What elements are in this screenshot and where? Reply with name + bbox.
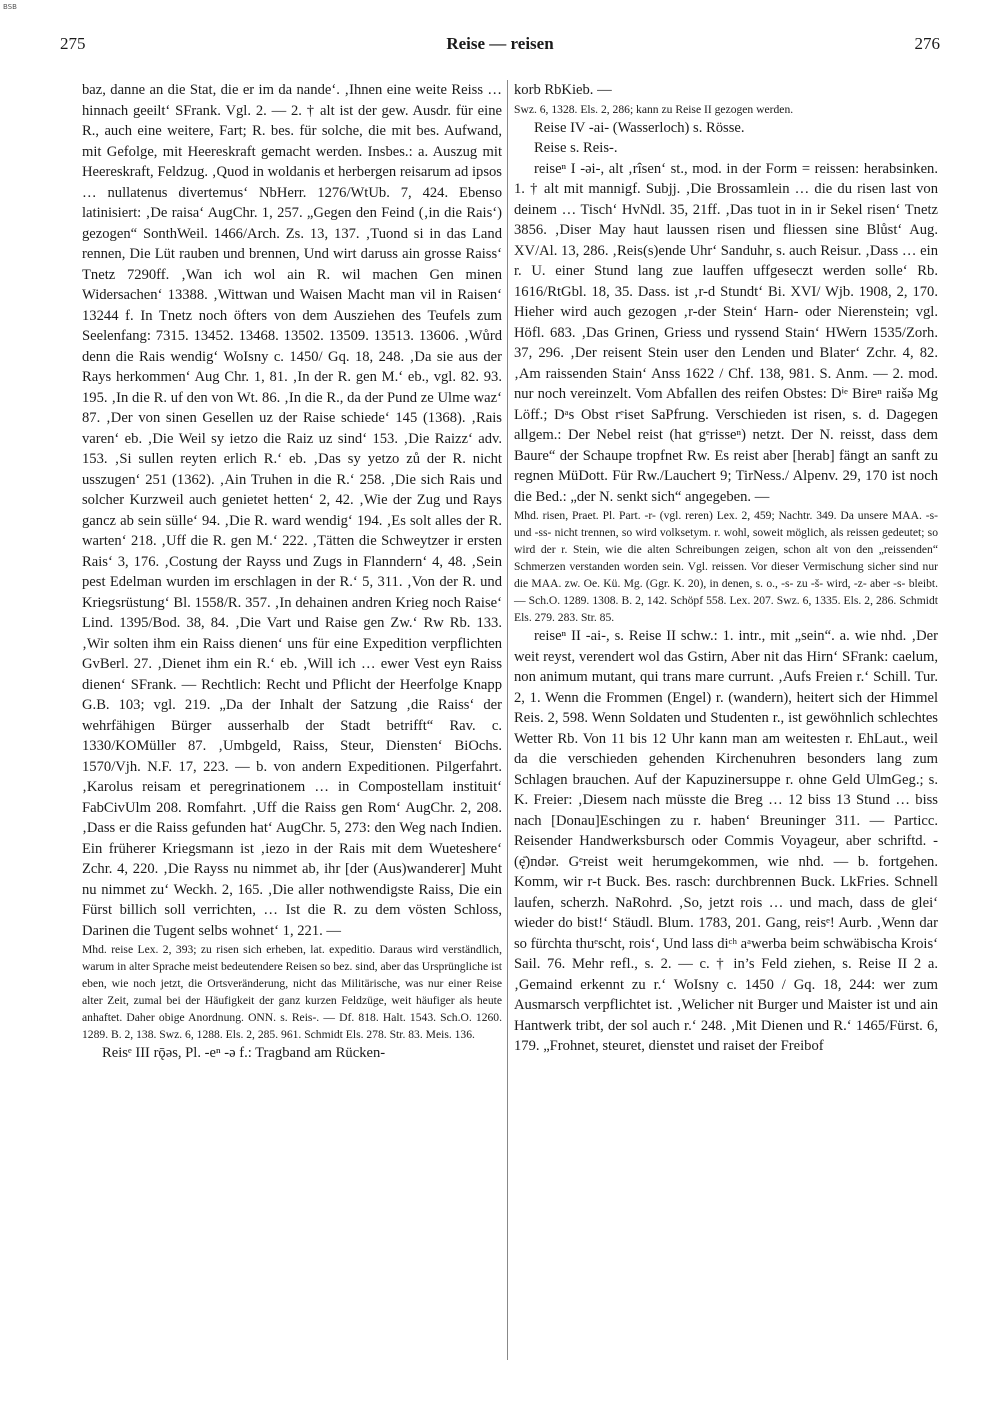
right-paragraph-note: Swz. 6, 1328. Els. 2, 286; kann zu Reise II gezogen werden. [514,102,794,116]
right-column [514,80,938,1057]
running-title: Reise — reisen [446,34,554,53]
left-column [82,80,502,1064]
right-paragraph-entry: Reise IV -ai- (Wasserloch) s. Rösse. [534,119,745,136]
left-paragraph: baz, danne an die Stat, die er im da nande‘. ‚Ihnen eine weite Reiss … hinnach geeilt‘ SFrank. Vgl. 2. — 2. † alt ist der gew. Ausdr. für eine R., auch eine weitere, Fart; R. bes. für solche, die mit bes. Aufwand, mit Gefolge, mit Heereskraft gemacht werden. Insbes.: a. Auszug mit Heereskraft, Feldzug. ‚Quod in woldanis et herbergen reisarum ad ipsos … nullatenus divertemus‘ NbHerr. 1276/WtUb. 7, 424. Ebenso latinisiert: ‚De raisa‘ AugChr. 1, 257. „Gegen den Feind (‚in die Rais‘) gezogen“ SonthWeil. 1466/Arch. Zs. 13, 137. ‚Tuond si in das Land rennen, Die Lüt rauben und brennen, Und wirt daruss ain grosse Raiss‘ Tnetz 7290ff. ‚Wan ich wol ain R. wil machen Gen minen Widersachen‘ 13388. ‚Wittwan und Waisen Macht man vil in Raisen‘ 13244 f. In Tnetz noch öfters von dem Ausziehen des Teufels zum Seelenfang: 7315. 13452. 13468. 13502. 13509. 13513. 13606. ‚Wůrd denn die Rais wendig‘ WoIsny c. 1450/ Gq. 18, 248. ‚Da sie aus der Rays herkommen‘ Aug Chr. 1, 81. ‚In der R. gen M.‘ eb., vgl. 82. 93. 195. ‚In die R. uf den von Wt. 86. ‚In die R., da der Pund ze Ulme waz‘ 87. ‚Der von sinen Gesellen uz der Raise schiede‘ 145 (1368). ‚Rais varen‘ eb. ‚Die Weil sy ietzo die Raiz uz sind‘ 153. ‚Die Raizz‘ adv. 153. ‚Si sullen reyten erlich R.‘ eb. ‚Das sy yetzo zů der R. nicht usszugen‘ 251 (1362). ‚Ain Truhen in die R.‘ 258. ‚Die sich Rais und solcher Kurzweil auch genietet hetten‘ 2, 42. ‚Wie der Zug und Rays gancz ab sein sülle‘ 94. ‚Die R. ward wendig‘ 194. ‚Es solt alles der R. warten‘ 218. ‚Uff die R. gen M.‘ 222. ‚Tätten die Schweytzer ir ersten Rais‘ 3, 176. ‚Costung der Rayss und Zugs in Flanndern‘ 4, 48. ‚Sein pest Edelman wurden im erschlagen in der R.‘ 5, 311. ‚Von der R. und Kriegsrüstung‘ Bl. 1558/R. 357. ‚In dehainen andren Krieg noch Raise‘ Lind. 1395/Bod. 38, 84. ‚Die Vart und Raise gen Zw.‘ Rw Rb. 133. ‚Wir solten ihm ein Raiss dienen‘ uns für eine Expedition verpflichten GvBerl. 27. ‚Dienet ihm ein R.‘ eb. ‚Will ich … ewer Vest eyn Raiss dienen‘ SFrank. — Rechtlich: Recht und Pflicht der Heerfolge Knapp G.B. 103; vgl. 219. „Da der Inhalt der Satzung ‚die Raiss‘ der wehrfähigen Bürger ausserhalb der Stadt betrifft“ Rav. c. 1330/KOMüller 87. ‚Umbgeld, Raiss, Steur, Diensten‘ BiOchs. 1570/Vjh. N.F. 17, 223. — b. von andern Expeditionen. Pilgerfahrt. ‚Karolus reisam et peregrinationem … in Compostellam instituit‘ FabCivUlm 208. Romfahrt. ‚Uff die Raiss gen Rom‘ AugChr. 2, 208. ‚Dass er die Raiss gefunden hat‘ AugChr. 5, 273: den Weg nach Indien. Ein früherer Kriegsmann ist ‚iezo in der Rais mit dem Wueteshere‘ Zchr. 4, 220. ‚Die Rayss nu nimmet ab, ihr [der (Aus)wanderer] Muht nu nimmet zu‘ Weckh. 2, 165. ‚Die aller nothwendigste Raiss, Die ein Fürst billich soll verrichten, … Ist die R. zu dem vösten Schloss, Darinen die Tugent selbs wohnet‘ 1, 221. — [82,82,502,939]
right-paragraph: korb RbKieb. — [514,82,612,98]
page-number-right: 276 [914,34,940,53]
left-paragraph-entry: Reisᵉ III rǭəs, Pl. -eⁿ -ə f.: Tragband am Rücken- [102,1045,386,1061]
right-paragraph-entry: Reise s. Reis-. [534,140,618,156]
right-paragraph-entry: reiseⁿ I -əi-, alt ‚rîsen‘ st., mod. in der Form = reissen: herabsinken. 1. † alt mit mannigf. Subjj. ‚Die Brossamlein … die du risen last von deinem … Tisch‘ HvNdl. 35, 21ff. ‚Das tuot in in ir Sekel risen‘ Tnetz 3856. ‚Diser May haut laussen risen und fliessen sine Blůst‘ Aug. XV/Al. 13, 286. ‚Reis(s)ende Uhr‘ Sanduhr, s. auch Reisur. ‚Dass … ein r. U. einer Stund lang zue lauffen uffgeseczt werden solle‘ Rb. 1616/RtGbl. 18, 35. Dass. ist ‚r-d Stundt‘ Bi. XVI/ Wjb. 1908, 2, 170. Hieher wird auch gezogen ‚r-der Stein‘ Harn- oder Nierenstein; vgl. Höfl. 683. ‚Das Grinen, Griess und ryssend Stain‘ HWern 1535/Zorh. 37, 296. ‚Der reisent Stein user den Lenden und Blater‘ Zchr. 4, 82. ‚Am raissenden Stain‘ Anss 1622 / Chf. 138, 981. S. Anm. — 2. mod. nur noch vereinzelt. Vom Abfallen des reifen Obstes: Dⁱᵉ Bireⁿ raišə Mg Löff.; Dᵃs Obst rᵉiset SaPfrung. Verschieden ist risen, s. d. Dagegen allgem.: Der Nebel reist (hat gᵉrisseⁿ) netzt. Der N. reisst, dass dem Baure“ der Schaupe tropfnet Rw. Es reist aber [herab] fängt an sanft zu regnen MüDott. Für Rw./Lauchert 9; TirNess./ Alpenv. 29, 170 ist noch die Bed.: „der N. senkt sich“ angegeben. — [514,160,938,505]
right-paragraph-note: Mhd. risen, Praet. Pl. Part. -r- (vgl. reren) Lex. 2, 459; Nachtr. 349. Da unsere MAA. -s- und -ss- nicht trennen, so wird volksetym. r. wohl, soweit möglich, als reissen gedeutet; so wird der r. Stein, wie die alten Schreibungen zeigen, schon alt von den „reissenden“ Schmerzen verstanden worden sein. Vgl. reissen. Vor dieser Vermischung sicher sind nur die MAA. zw. Oe. Kü. Mg. (Ggr. K. 20), in denen, s. o., -s- zu -š- wird, -z- aber -s- bleibt. — Sch.O. 1289. 1308. B. 2, 142. Schöpf 558. Lex. 207. Swz. 6, 1335. Els. 2, 286. Schmidt Els. 279. 283. Str. 85. [514,509,938,624]
column-divider [507,80,508,1360]
right-paragraph-entry: reiseⁿ II -ai-, s. Reise II schw.: 1. intr., mit „sein“. a. wie nhd. ‚Der weit reyst, verendert wol das Gstirn, Aber nit das Hirn‘ SFrank: caelum, non animum mutant, qui trans mare currunt. ‚Aufs Freien r.‘ Schill. Tur. 2, 1. Wenn die Frommen (Engel) r. (wandern), heitert sich der Himmel Reis. 2, 598. Wenn Soldaten und Studenten r., ist gewöhnlich schlechtes Wetter Rb. Von 11 bis 12 Uhr kann man am weitesten r. EhLaut., weil da die verschieden gehenden Kirchenuhren besonders lang zum Schlagen brauchen. Auf der Kapuzinersuppe r. ohne Geld UlmGeg.; s. K. Freier: ‚Diesem nach müsste die Breg … 12 biss 13 Stund … biss nach [Donau]Eschingen zu r. haben‘ Breuninger 311. — Particc. Reisender Handwerksbursch oder Commis Voyageur, aber schriftd. -(ę̄)ndər. Gᵉreist weit herumgekommen, wie nhd. — b. fortgehen. Komm, wir r-t Buck. Bes. rasch: durchbrennen Buck. LkFries. Schnell laufen, scherzh. NaRohrd. ‚So, jetzt rois … und mach, dass de glei‘ wieder do bist!‘ Stäudl. Blum. 1783, 201. Gang, reisᵉ! Aurb. ‚Wenn dar so fürchta thuᵉscht, rois‘, Und lass diᶜʰ aᵃwerba beim schwäbischa Krois‘ Sail. 76. Mehr refl., s. 2. — c. † in’s Feld ziehen, s. Reise II 2 a. ‚Gemaind erkennt zu r.‘ WoIsny c. 1450 / Gq. 18, 244: wer zum Ausmarsch verpflichtet ist. ‚Welicher nit Burger und Maister ist und ain Hantwerk tribt, der sol auch r.‘ 248. ‚Mit Dienen und R.‘ 1465/Fürst. 6, 179. „Frohnet, steuret, dienstet und raiset der Freibof [514,628,938,1054]
left-paragraph-note: Mhd. reise Lex. 2, 393; zu risen sich erheben, lat. expeditio. Daraus wird verständlich, warum in alter Sprache meist bedeutendere Reisen so bez. sind, aber das Ursprüngliche ist eben, wie noch jetzt, die Ortsveränderung, nicht das Militärische, was nur einer Reise alter Zeit, zumal bei der Häufigkeit der ganz kurzen Feldzüge, weit häufiger als heute anhaftet. Daher obige Anordnung. ONN. s. Reis-. — Df. 818. Halt. 1543. Sch.O. 1260. 1289. B. 2, 138. Swz. 6, 1288. Els. 2, 285. 961. Schmidt Els. 278. Str. 83. Meis. 136. [82,943,502,1041]
page-number-left: 275 [60,34,86,53]
library-stamp: BSB [3,3,17,11]
page-header [60,34,940,56]
